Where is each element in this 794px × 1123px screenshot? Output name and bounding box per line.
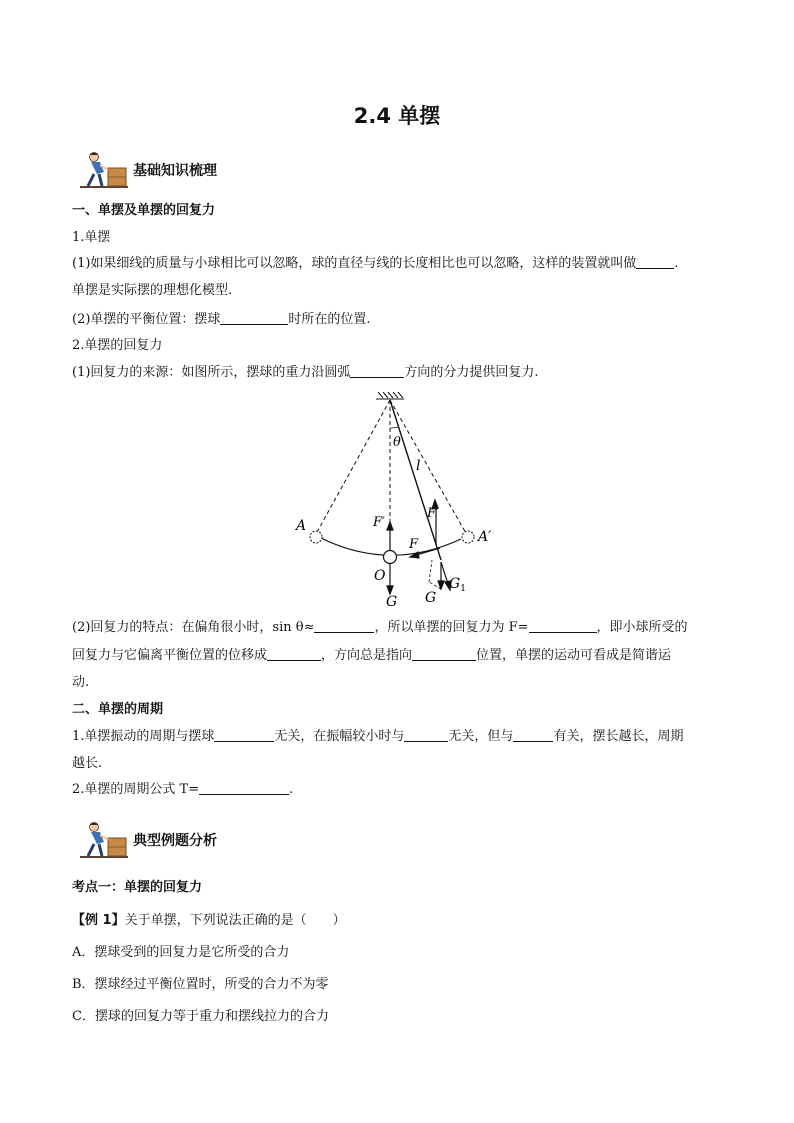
text: (1)如果细线的质量与小球相比可以忽略，球的直径与线的长度相比也可以忽略，这样的装置就叫做	[72, 256, 637, 271]
answer-blank[interactable]	[214, 728, 274, 742]
sub-heading: 2.单摆的回复力	[72, 338, 163, 353]
text: (1)回复力的来源：如图所示，摆球的重力沿圆弧	[72, 365, 351, 380]
text-line: 越长.	[72, 756, 103, 771]
text: ，方向总是指向	[321, 648, 413, 663]
section-heading: 基础知识梳理	[133, 163, 217, 179]
answer-blank[interactable]	[267, 647, 321, 661]
answer-blank[interactable]	[314, 619, 374, 633]
part-heading: 一、单摆及单摆的回复力	[72, 203, 216, 218]
text: (2)回复力的特点：在偏角很小时，sin θ≈	[72, 620, 315, 635]
text: .	[674, 256, 679, 271]
text: 无关，但与	[448, 729, 514, 744]
text: .	[289, 782, 294, 797]
answer-blank[interactable]	[529, 619, 597, 633]
option-a[interactable]: A．摆球受到的回复力是它所受的合力	[72, 945, 290, 960]
section-heading: 典型例题分析	[133, 833, 217, 849]
theta-arc	[390, 427, 399, 428]
section-header-basics	[78, 150, 378, 192]
label-G-center: G	[386, 594, 398, 610]
bob-left	[310, 531, 322, 543]
sub-heading: 1.单摆	[72, 230, 111, 245]
answer-blank[interactable]	[636, 255, 674, 269]
label-G-right: G	[425, 590, 437, 606]
bob-center	[384, 551, 397, 564]
point-heading: 考点一：单摆的回复力	[72, 880, 203, 895]
text: 无关，在振幅较小时与	[274, 729, 405, 744]
answer-blank[interactable]	[199, 781, 289, 795]
text-line	[72, 646, 722, 666]
text: 2.单摆的周期公式 T=	[72, 782, 200, 797]
example-tag: 【例 1】	[72, 913, 125, 928]
label-G1-sub: 1	[460, 584, 466, 594]
boy-pushing-box-icon	[78, 150, 130, 192]
label-A: A	[296, 518, 307, 534]
label-G1-main: G	[449, 576, 461, 592]
page-title: 2.4 单摆	[353, 104, 441, 128]
text: 1.单摆振动的周期与摆球	[72, 729, 215, 744]
pendulum-string	[390, 400, 441, 560]
answer-blank[interactable]	[412, 647, 476, 661]
text-line: 动.	[72, 675, 90, 690]
label-G1	[449, 576, 466, 594]
text: ，即小球所受的	[596, 620, 688, 635]
bob-right	[462, 531, 474, 543]
text-line	[72, 618, 722, 638]
label-F: F	[409, 537, 419, 552]
boy-pushing-box-icon	[78, 820, 130, 862]
part-heading: 二、单摆的周期	[72, 702, 164, 717]
text: 方向的分力提供回复力.	[404, 365, 539, 380]
label-theta: θ	[393, 435, 401, 450]
label-F-prime-right: F′	[427, 506, 439, 521]
text: 关于单摆，下列说法正确的是（ ）	[124, 913, 346, 928]
answer-blank[interactable]	[404, 728, 448, 742]
text: (2)单摆的平衡位置：摆球	[72, 312, 221, 327]
label-length: l	[416, 458, 421, 474]
example-question	[72, 911, 722, 931]
dashed-string-left	[316, 400, 390, 534]
text-line	[72, 727, 722, 747]
answer-blank[interactable]	[513, 728, 553, 742]
text: 有关，摆长越长，周期	[553, 729, 684, 744]
pendulum-diagram	[280, 392, 520, 614]
answer-blank[interactable]	[220, 311, 288, 325]
text-line	[72, 254, 722, 274]
text: 回复力与它偏离平衡位置的位移成	[72, 648, 268, 663]
text: 时所在的位置.	[288, 312, 371, 327]
ceiling-support	[376, 392, 404, 399]
text-line	[72, 310, 722, 330]
label-A-prime: A′	[478, 529, 492, 545]
label-O: O	[374, 568, 386, 584]
answer-blank[interactable]	[350, 364, 404, 378]
text-line	[72, 780, 722, 800]
section-header-examples	[78, 820, 378, 862]
text: 位置，单摆的运动可看成是简谐运	[476, 648, 672, 663]
option-b[interactable]: B．摆球经过平衡位置时，所受的合力不为零	[72, 977, 329, 992]
option-c[interactable]: C．摆球的回复力等于重力和摆线拉力的合力	[72, 1009, 329, 1024]
text: ，所以单摆的回复力为 F=	[374, 620, 529, 635]
text-line	[72, 363, 722, 383]
text-line: 单摆是实际摆的理想化模型.	[72, 283, 233, 298]
dashed-component	[429, 560, 432, 582]
label-F-prime-center: F′	[373, 515, 385, 530]
